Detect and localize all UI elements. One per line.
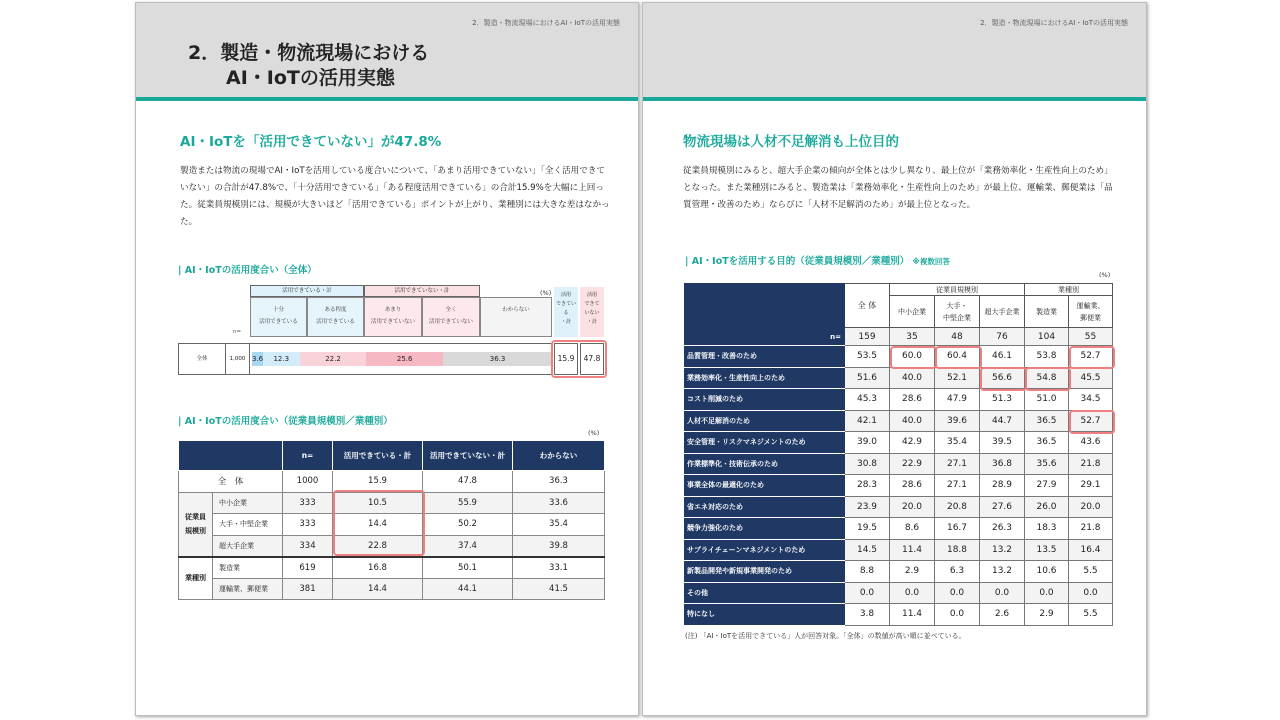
table2-title: | AI・IoTの活用度合い（従業員規模別／業種別） <box>178 416 393 427</box>
cell-value: 51.0 <box>1025 389 1069 411</box>
cell-value: 18.8 <box>935 539 980 561</box>
cell-value: 50.2 <box>423 514 513 536</box>
row-label: 大手・中堅企業 <box>213 514 283 536</box>
cell-value: 52.7 <box>1069 346 1113 368</box>
n-label: n= <box>233 329 242 335</box>
cell-n: 35 <box>890 328 935 346</box>
cell-value: 13.2 <box>980 561 1025 583</box>
legend-group-a: 活用できている・計 <box>250 285 364 297</box>
cell-value: 27.6 <box>980 496 1025 518</box>
purpose-table-unit: (%) <box>1099 271 1111 279</box>
table-row <box>179 471 605 493</box>
cell-value: 10.6 <box>1025 561 1069 583</box>
cell-n: 333 <box>283 514 333 536</box>
cell-value: 14.4 <box>333 578 423 600</box>
cell-value: 47.9 <box>935 389 980 411</box>
row-label: 事業全体の最適化のため <box>685 475 845 497</box>
cell-value: 22.8 <box>333 535 423 557</box>
cell-value: 18.3 <box>1025 518 1069 540</box>
cell-value: 53.5 <box>845 346 890 368</box>
legend-column-3: あまり 活用できていない <box>364 297 422 337</box>
cell-value: 35.4 <box>513 514 605 536</box>
cell-n: 55 <box>1069 328 1113 346</box>
table-row <box>685 518 1113 540</box>
header-group-industry: 業種別 <box>1025 284 1113 296</box>
row-label: 安全管理・リスクマネジメントのため <box>685 432 845 454</box>
cell-value: 2.6 <box>980 604 1025 626</box>
running-header: 2．製造・物流現場におけるAI・IoTの活用実態 <box>472 19 620 27</box>
highlight-box <box>551 340 607 378</box>
cell-value: 52.7 <box>1069 410 1113 432</box>
cell-value: 22.9 <box>890 453 935 475</box>
row-label: コスト削減のため <box>685 389 845 411</box>
highlight-box <box>935 346 982 370</box>
cell-value: 0.0 <box>1025 582 1069 604</box>
cell-value: 42.9 <box>890 432 935 454</box>
table-row <box>685 582 1113 604</box>
cell-n: 48 <box>935 328 980 346</box>
sum-a-value: 15.9 <box>554 343 578 375</box>
table-row <box>685 539 1113 561</box>
row-label: 作業標準化・技術伝承のため <box>685 453 845 475</box>
legend-column-5: わからない <box>480 297 552 337</box>
cell-value: 21.8 <box>1069 518 1113 540</box>
header-n: n= <box>283 441 333 471</box>
chart1-unit: (%) <box>540 289 552 297</box>
cell-value: 46.1 <box>980 346 1025 368</box>
header-unknown: わからない <box>513 441 605 471</box>
cell-value: 55.9 <box>423 492 513 514</box>
cell-n: 76 <box>980 328 1025 346</box>
cell-n: 619 <box>283 557 333 579</box>
cell-value: 0.0 <box>980 582 1025 604</box>
cell-value: 39.0 <box>845 432 890 454</box>
n-label: n= <box>685 328 845 346</box>
cell-value: 26.0 <box>1025 496 1069 518</box>
cell-value: 39.5 <box>980 432 1025 454</box>
cell-value: 43.6 <box>1069 432 1113 454</box>
cell-value: 34.5 <box>1069 389 1113 411</box>
table-row <box>685 410 1113 432</box>
row-label: 新製品開発や新規事業開発のため <box>685 561 845 583</box>
cell-value: 13.2 <box>980 539 1025 561</box>
cell-value: 51.3 <box>980 389 1025 411</box>
row-label: 業務効率化・生産性向上のため <box>685 367 845 389</box>
row-label: 全 体 <box>179 471 283 493</box>
cell-n: 333 <box>283 492 333 514</box>
section-heading: AI・IoTを「活用できていない」が47.8% <box>180 134 442 150</box>
cell-value: 11.4 <box>890 539 935 561</box>
cell-n: 104 <box>1025 328 1069 346</box>
cell-value: 14.4 <box>333 514 423 536</box>
cell-value: 35.4 <box>935 432 980 454</box>
cell-value: 0.0 <box>1069 582 1113 604</box>
cell-value: 51.6 <box>845 367 890 389</box>
header-col-3: 超大手企業 <box>980 296 1025 328</box>
cell-value: 40.0 <box>890 367 935 389</box>
legend-column-1: 十分 活用できている <box>250 297 307 337</box>
row-label: 省エネ対応のため <box>685 496 845 518</box>
cell-value: 20.0 <box>1069 496 1113 518</box>
chart-row <box>178 343 552 375</box>
row-label: 運輸業、郵便業 <box>213 578 283 600</box>
header-blank <box>685 284 845 328</box>
cell-value: 6.3 <box>935 561 980 583</box>
legend-column-4: 全く 活用できていない <box>422 297 480 337</box>
cell-value: 19.5 <box>845 518 890 540</box>
footnote: (注) 「AI・IoTを活用できている」人が回答対象。「全体」の数値が高い順に並べている。 <box>685 632 966 640</box>
cell-value: 26.3 <box>980 518 1025 540</box>
cell-value: 39.6 <box>935 410 980 432</box>
row-label: 特になし <box>685 604 845 626</box>
cell-value: 28.6 <box>890 475 935 497</box>
header-col-4: 製造業 <box>1025 296 1069 328</box>
cell-n: 159 <box>845 328 890 346</box>
cell-value: 39.8 <box>513 535 605 557</box>
cell-value: 8.8 <box>845 561 890 583</box>
cell-value: 16.7 <box>935 518 980 540</box>
cell-n: 334 <box>283 535 333 557</box>
cell-value: 36.5 <box>1025 432 1069 454</box>
cell-value: 41.5 <box>513 578 605 600</box>
row-label: サプライチェーンマネジメントのため <box>685 539 845 561</box>
header-blank <box>179 441 283 471</box>
cell-value: 20.0 <box>890 496 935 518</box>
bar-segment: 36.3 <box>443 352 552 366</box>
cell-value: 54.8 <box>1025 367 1069 389</box>
cell-value: 16.4 <box>1069 539 1113 561</box>
cell-value: 2.9 <box>1025 604 1069 626</box>
cell-value: 3.8 <box>845 604 890 626</box>
cell-value: 35.6 <box>1025 453 1069 475</box>
n-row <box>685 328 1113 346</box>
sum-b-header: 活用 できて いない ・計 <box>580 287 604 337</box>
table-row <box>685 475 1113 497</box>
highlight-box <box>1025 367 1071 391</box>
cell-value: 0.0 <box>935 604 980 626</box>
table-row <box>179 557 605 579</box>
row-label: その他 <box>685 582 845 604</box>
cell-value: 20.8 <box>935 496 980 518</box>
cell-value: 13.5 <box>1025 539 1069 561</box>
cell-value: 10.5 <box>333 492 423 514</box>
row-label: 製造業 <box>213 557 283 579</box>
page-header <box>643 3 1146 101</box>
chapter-title <box>188 41 429 91</box>
cell-value: 8.6 <box>890 518 935 540</box>
cell-value: 44.1 <box>423 578 513 600</box>
cell-value: 16.8 <box>333 557 423 579</box>
cell-value: 29.1 <box>1069 475 1113 497</box>
cell-value: 23.9 <box>845 496 890 518</box>
highlight-box <box>1069 410 1115 434</box>
cell-value: 60.0 <box>890 346 935 368</box>
cell-n: 381 <box>283 578 333 600</box>
row-n: 1,000 <box>226 344 250 374</box>
left-page <box>135 2 639 716</box>
legend-columns <box>250 297 552 337</box>
stacked-bar <box>252 344 552 374</box>
cell-value: 36.3 <box>513 471 605 493</box>
highlight-box <box>980 367 1027 391</box>
header-group-scale: 従業員規模別 <box>890 284 1025 296</box>
cell-value: 14.5 <box>845 539 890 561</box>
chapter-title-line1: 2．製造・物流現場における <box>188 42 430 64</box>
section-heading: 物流現場は人材不足解消も上位目的 <box>683 134 899 150</box>
legend-column-2: ある程度 活用できている <box>307 297 364 337</box>
cell-value: 37.4 <box>423 535 513 557</box>
bar-segment: 12.3 <box>263 352 300 366</box>
row-label: 全体 <box>179 344 226 374</box>
cell-value: 56.6 <box>980 367 1025 389</box>
cell-value: 52.1 <box>935 367 980 389</box>
header-using: 活用できている・計 <box>333 441 423 471</box>
cell-value: 0.0 <box>935 582 980 604</box>
cell-value: 36.8 <box>980 453 1025 475</box>
cell-value: 45.5 <box>1069 367 1113 389</box>
header-total: 全 体 <box>845 284 890 328</box>
cell-value: 27.1 <box>935 453 980 475</box>
chart1-title: | AI・IoTの活用度合い（全体） <box>178 265 317 276</box>
cell-value: 30.8 <box>845 453 890 475</box>
cell-value: 44.7 <box>980 410 1025 432</box>
purpose-table-title: | AI・IoTを活用する目的（従業員規模別／業種別） <box>685 256 910 267</box>
cell-value: 42.1 <box>845 410 890 432</box>
header-not-using: 活用できていない・計 <box>423 441 513 471</box>
cell-value: 60.4 <box>935 346 980 368</box>
table-row <box>179 578 605 600</box>
sum-b-value: 47.8 <box>580 343 604 375</box>
sum-a-header: 活用 できてい る ・計 <box>554 287 578 337</box>
page-header <box>136 3 638 101</box>
cell-n: 1000 <box>283 471 333 493</box>
row-label: 中小企業 <box>213 492 283 514</box>
row-label: 超大手企業 <box>213 535 283 557</box>
highlight-box <box>890 346 937 370</box>
row-label: 競争力強化のため <box>685 518 845 540</box>
bar-segment: 22.2 <box>300 352 367 366</box>
cell-value: 27.1 <box>935 475 980 497</box>
cell-value: 28.6 <box>890 389 935 411</box>
group-label-scale: 従業員 規模別 <box>179 492 213 557</box>
body-text: 製造または物流の現場でAI・IoTを活用している度合いについて、「あまり活用できていない」「全く活用できていない」の合計が47.8%で、「十分活用できている」「ある程度活用できている」の合計15.9%を大幅に上回った。従業員規模別には、規模が大きいほど「活用できている」ポイントが上がり、業種別には大きな差はなかった。 <box>180 166 610 227</box>
table-row <box>685 432 1113 454</box>
header-col-1: 中小企業 <box>890 296 935 328</box>
right-page <box>642 2 1147 716</box>
table2-unit: (%) <box>588 429 600 437</box>
row-label: 品質管理・改善のため <box>685 346 845 368</box>
header-col-2: 大手・ 中堅企業 <box>935 296 980 328</box>
header-col-5: 運輸業、 郵便業 <box>1069 296 1113 328</box>
usage-bar-chart <box>178 285 608 377</box>
cell-value: 5.5 <box>1069 561 1113 583</box>
highlight-box <box>333 490 425 556</box>
cell-value: 28.3 <box>845 475 890 497</box>
highlight-box <box>1069 346 1115 370</box>
bar-segment: 25.6 <box>366 352 443 366</box>
cell-value: 53.8 <box>1025 346 1069 368</box>
purpose-table <box>684 283 1113 626</box>
cell-value: 28.9 <box>980 475 1025 497</box>
cell-value: 36.5 <box>1025 410 1069 432</box>
cell-value: 2.9 <box>890 561 935 583</box>
cell-value: 27.9 <box>1025 475 1069 497</box>
chapter-title-line2: AI・IoTの活用実態 <box>226 67 395 89</box>
group-label-industry: 業種別 <box>179 557 213 600</box>
table-row <box>685 453 1113 475</box>
cell-value: 33.6 <box>513 492 605 514</box>
bar-segment: 3.6 <box>252 352 263 366</box>
cell-value: 40.0 <box>890 410 935 432</box>
cell-value: 45.3 <box>845 389 890 411</box>
purpose-table-note: ※複数回答 <box>912 257 950 266</box>
row-label: 人材不足解消のため <box>685 410 845 432</box>
running-header: 2．製造・物流現場におけるAI・IoTの活用実態 <box>980 19 1128 27</box>
cell-value: 21.8 <box>1069 453 1113 475</box>
table-row <box>685 561 1113 583</box>
cell-value: 47.8 <box>423 471 513 493</box>
purpose-table-title-wrap <box>685 253 950 267</box>
cell-value: 0.0 <box>845 582 890 604</box>
cell-value: 11.4 <box>890 604 935 626</box>
cell-value: 50.1 <box>423 557 513 579</box>
table-row <box>685 389 1113 411</box>
cell-value: 33.1 <box>513 557 605 579</box>
cell-value: 5.5 <box>1069 604 1113 626</box>
cell-value: 15.9 <box>333 471 423 493</box>
cell-value: 0.0 <box>890 582 935 604</box>
table-row <box>685 604 1113 626</box>
table-row <box>685 496 1113 518</box>
body-text: 従業員規模別にみると、超大手企業の傾向が全体とは少し異なり、最上位が「業務効率化・生産性向上のため」となった。また業種別にみると、製造業は「業務効率化・生産性向上のため」が最上位、運輸業、郵便業は「品質管理・改善のため」ならびに「人材不足解消のため」が最上位となった。 <box>683 166 1113 210</box>
legend-group-b: 活用できていない・計 <box>364 285 480 297</box>
